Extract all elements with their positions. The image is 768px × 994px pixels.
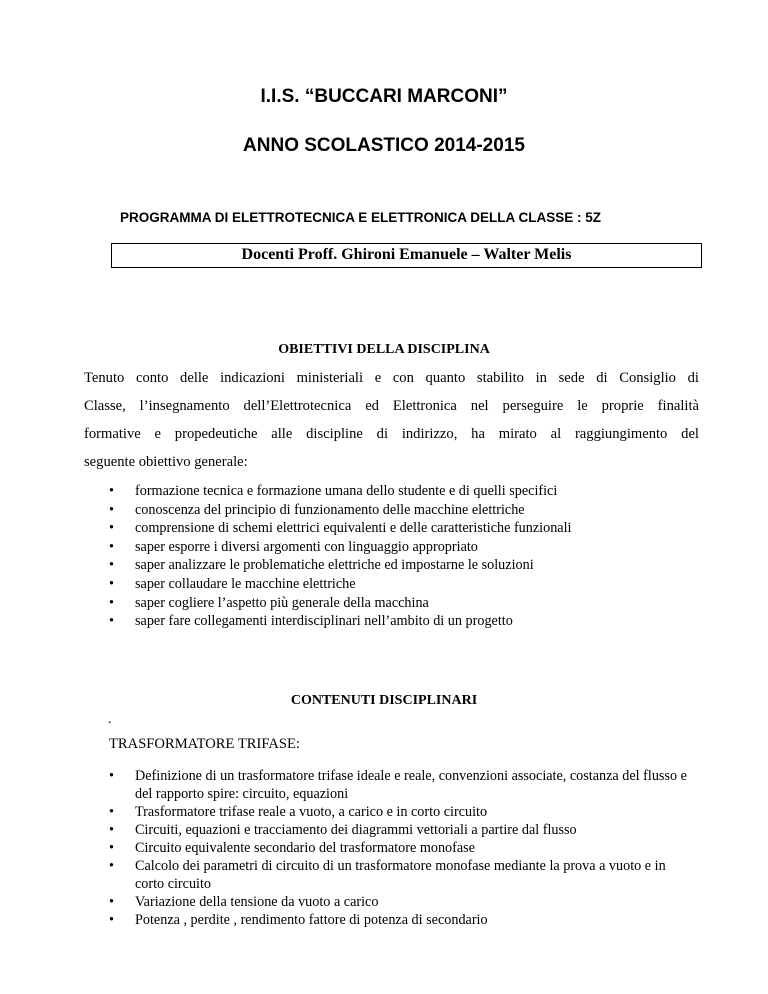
objectives-line: Tenuto conto delle indicazioni ministeriali e con quanto stabilito in sede di Consiglio di <box>84 370 699 386</box>
list-item: • saper analizzare le problematiche elettriche ed impostarne le soluzioni <box>109 556 709 575</box>
school-year-title: ANNO SCOLASTICO 2014-2015 <box>243 135 525 156</box>
objectives-line: seguente obiettivo generale: <box>84 454 248 470</box>
list-item: • saper fare collegamenti interdisciplinari nell’ambito di un progetto <box>109 612 709 631</box>
list-item: • comprensione di schemi elettrici equivalenti e delle caratteristiche funzionali <box>109 519 709 538</box>
list-item: • Variazione della tensione da vuoto a carico <box>109 893 697 911</box>
list-item: • Circuiti, equazioni e tracciamento dei diagrammi vettoriali a partire dal flusso <box>109 821 697 839</box>
teachers-label: Docenti Proff. Ghironi Emanuele – Walter Melis <box>241 246 572 263</box>
list-item: • saper cogliere l’aspetto più generale della macchina <box>109 594 709 613</box>
list-item: • formazione tecnica e formazione umana dello studente e di quelli specifici <box>109 482 709 501</box>
list-item: • Trasformatore trifase reale a vuoto, a carico e in corto circuito <box>109 803 697 821</box>
list-item: • Circuito equivalente secondario del trasformatore monofase <box>109 839 697 857</box>
list-item: • conoscenza del principio di funzionamento delle macchine elettriche <box>109 501 709 520</box>
contents-list <box>109 767 697 929</box>
teachers-box <box>111 243 702 268</box>
list-item: • saper esporre i diversi argomenti con linguaggio appropriato <box>109 538 709 557</box>
list-item: • Calcolo dei parametri di circuito di un trasformatore monofase mediante la prova a vuoto e in corto circuito <box>109 857 697 893</box>
contents-title: CONTENUTI DISCIPLINARI <box>290 693 478 708</box>
objectives-paragraph <box>84 364 699 476</box>
objectives-list <box>109 482 709 631</box>
contents-dot: . <box>108 712 112 727</box>
contents-subtitle: TRASFORMATORE TRIFASE: <box>109 736 300 752</box>
list-item: • Potenza , perdite , rendimento fattore di potenza di secondario <box>109 911 697 929</box>
objectives-title: OBIETTIVI DELLA DISCIPLINA <box>278 342 490 357</box>
program-title: PROGRAMMA DI ELETTROTECNICA E ELETTRONICA DELLA CLASSE : 5Z <box>120 210 601 225</box>
list-item: • Definizione di un trasformatore trifase ideale e reale, convenzioni associate, costanza del flusso e del rapporto spire: circuito, equazioni <box>109 767 697 803</box>
objectives-line: formative e propedeutiche alle discipline di indirizzo, ha mirato al raggiungimento del <box>84 426 699 442</box>
list-item: • saper collaudare le macchine elettriche <box>109 575 709 594</box>
objectives-line: Classe, l’insegnamento dell’Elettrotecnica ed Elettronica nel perseguire le proprie finalità <box>84 398 699 414</box>
school-title: I.I.S. “BUCCARI MARCONI” <box>260 86 508 107</box>
